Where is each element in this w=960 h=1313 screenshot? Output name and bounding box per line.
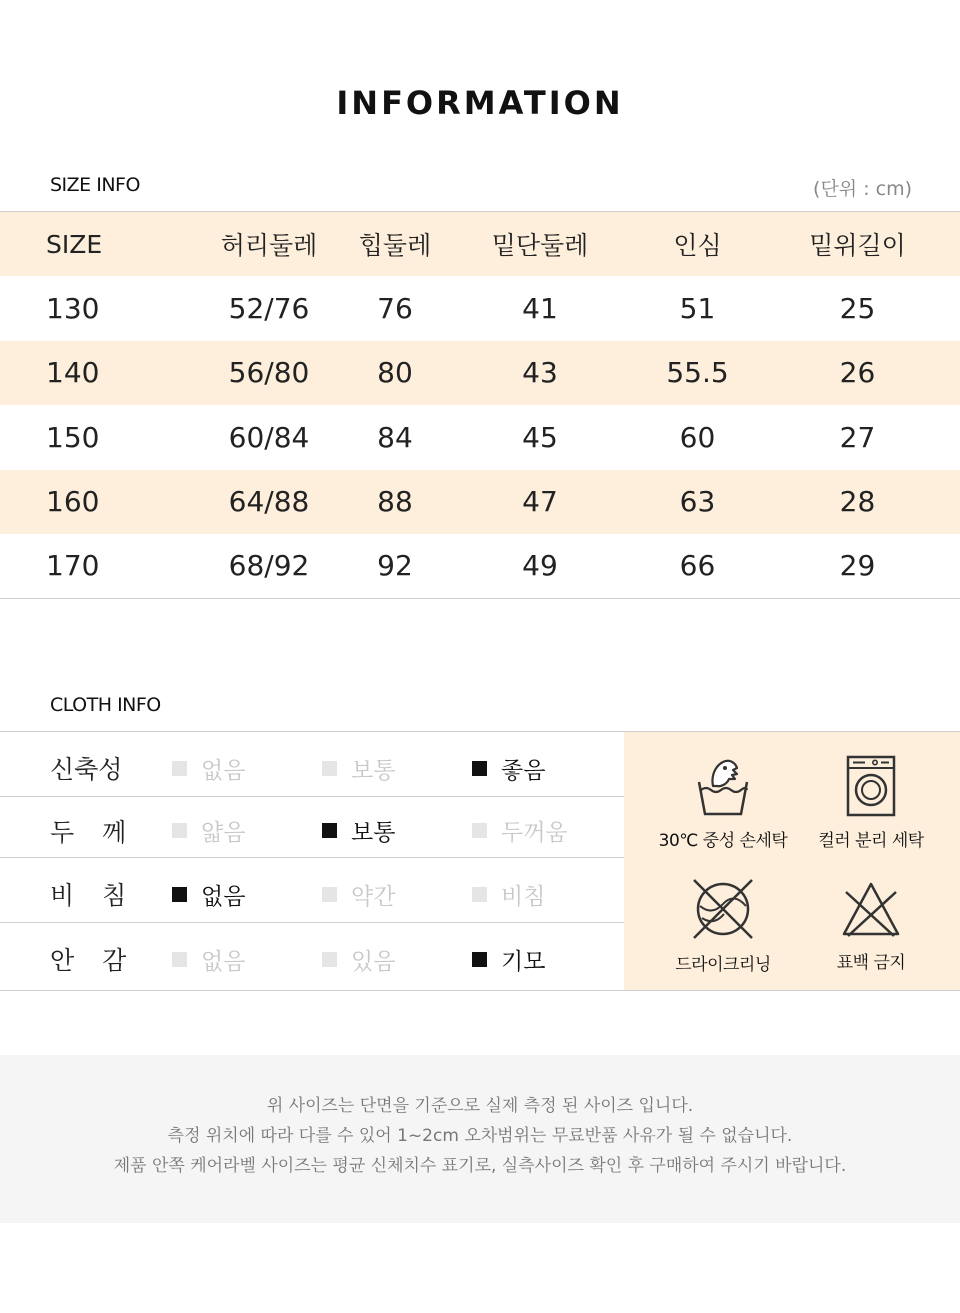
square-icon xyxy=(322,761,337,776)
table-cell: 68/92 xyxy=(228,549,310,583)
table-row xyxy=(0,470,960,535)
table-row xyxy=(0,341,960,406)
table-cell: 66 xyxy=(679,549,716,583)
table-cell: 45 xyxy=(522,420,558,454)
option-selected xyxy=(172,878,245,911)
square-icon xyxy=(472,761,487,776)
table-cell: 150 xyxy=(46,420,100,454)
hand-wash-icon xyxy=(693,756,753,818)
option-label: 기모 xyxy=(501,949,546,975)
cloth-row-stretch xyxy=(0,732,624,797)
option-label: 없음 xyxy=(201,758,246,784)
square-icon xyxy=(322,887,337,902)
cloth-info-table xyxy=(0,731,960,991)
care-label: 30℃ 중성 손세탁 xyxy=(658,831,788,851)
table-cell: 60/84 xyxy=(228,420,310,454)
page-title: INFORMATION xyxy=(336,84,624,122)
table-cell: 60 xyxy=(679,420,716,454)
option-label: 없음 xyxy=(201,949,246,975)
square-icon xyxy=(472,952,487,967)
option xyxy=(472,814,568,847)
table-cell: 92 xyxy=(377,549,413,583)
size-table-header xyxy=(0,212,960,276)
table-cell: 80 xyxy=(377,356,413,390)
care-item xyxy=(796,754,946,851)
notice-line: 위 사이즈는 단면을 기준으로 실제 측정 된 사이즈 입니다. xyxy=(266,1096,694,1116)
table-row xyxy=(0,276,960,341)
header-cell: 밑위길이 xyxy=(809,231,906,260)
table-cell: 29 xyxy=(839,549,876,583)
square-icon xyxy=(322,952,337,967)
cloth-row-thickness xyxy=(0,797,624,858)
option xyxy=(472,878,545,911)
option xyxy=(322,878,395,911)
square-icon xyxy=(172,761,187,776)
cloth-row-label: 안 감 xyxy=(50,946,137,975)
cloth-row-label: 신축성 xyxy=(50,755,123,784)
table-cell: 25 xyxy=(839,291,876,325)
table-row xyxy=(0,405,960,470)
square-icon xyxy=(472,823,487,838)
square-icon xyxy=(172,823,187,838)
table-cell: 52/76 xyxy=(228,291,310,325)
table-cell: 26 xyxy=(839,356,876,390)
table-cell: 55.5 xyxy=(666,356,729,390)
option-selected xyxy=(472,752,545,785)
table-cell: 88 xyxy=(377,485,413,519)
table-cell: 28 xyxy=(839,485,876,519)
option xyxy=(322,752,395,785)
option-label: 보통 xyxy=(351,758,396,784)
option-selected xyxy=(472,943,545,976)
notice-box xyxy=(0,1055,960,1223)
cloth-attributes xyxy=(0,732,624,989)
square-icon xyxy=(472,887,487,902)
option-label: 비침 xyxy=(501,884,546,910)
option-label: 약간 xyxy=(351,884,396,910)
header-cell: 밑단둘레 xyxy=(491,231,589,260)
table-row xyxy=(0,534,960,599)
table-cell: 49 xyxy=(522,549,558,583)
header-cell: 허리둘레 xyxy=(220,231,318,260)
option-label: 좋음 xyxy=(501,758,546,784)
cloth-info-label: CLOTH INFO xyxy=(50,694,161,716)
cloth-row-sheerness xyxy=(0,858,624,923)
cloth-row-lining xyxy=(0,923,624,989)
table-cell: 63 xyxy=(679,485,716,519)
table-cell: 47 xyxy=(522,485,558,519)
table-cell: 56/80 xyxy=(228,356,310,390)
table-cell: 64/88 xyxy=(228,485,310,519)
notice-line: 측정 위치에 따라 다를 수 있어 1~2cm 오차범위는 무료반품 사유가 될 수 없습니다. xyxy=(167,1126,793,1146)
cloth-row-label: 비 침 xyxy=(50,881,137,910)
option-label: 얇음 xyxy=(201,820,246,846)
square-icon xyxy=(172,887,187,902)
size-info-label: SIZE INFO xyxy=(50,174,140,196)
option xyxy=(172,814,245,847)
table-cell: 27 xyxy=(839,420,876,454)
option-label: 있음 xyxy=(351,949,396,975)
option-label: 없음 xyxy=(201,884,246,910)
care-item xyxy=(796,878,946,973)
care-item xyxy=(648,756,798,851)
option xyxy=(172,943,245,976)
cloth-row-label: 두 께 xyxy=(50,818,137,847)
unit-label: (단위 : cm) xyxy=(813,178,912,200)
table-cell: 51 xyxy=(679,291,716,325)
care-label: 드라이크리닝 xyxy=(675,955,771,975)
table-cell: 43 xyxy=(522,356,558,390)
table-cell: 140 xyxy=(46,356,100,390)
header-cell: 힙둘레 xyxy=(358,231,432,260)
square-icon xyxy=(172,952,187,967)
option-label: 두꺼움 xyxy=(501,820,568,846)
table-cell: 76 xyxy=(377,291,413,325)
care-label: 표백 금지 xyxy=(836,953,906,973)
no-dry-clean-icon xyxy=(688,876,758,942)
table-cell: 160 xyxy=(46,485,100,519)
washing-machine-icon xyxy=(845,754,897,818)
header-cell: 인심 xyxy=(673,231,722,260)
table-cell: 84 xyxy=(377,420,413,454)
size-table xyxy=(0,211,960,599)
care-label: 컬러 분리 세탁 xyxy=(818,831,924,851)
table-cell: 41 xyxy=(522,291,558,325)
square-icon xyxy=(322,823,337,838)
care-instructions xyxy=(624,732,960,990)
notice-line: 제품 안쪽 케어라벨 사이즈는 평균 신체치수 표기로, 실측사이즈 확인 후 구매하여 주시기 바랍니다. xyxy=(113,1156,847,1176)
table-cell: 170 xyxy=(46,549,100,583)
option-label: 보통 xyxy=(351,820,396,846)
option-selected xyxy=(322,814,395,847)
no-bleach-icon xyxy=(838,878,904,940)
table-cell: 130 xyxy=(46,291,100,325)
option xyxy=(322,943,395,976)
care-item xyxy=(648,876,798,975)
option xyxy=(172,752,245,785)
header-cell: SIZE xyxy=(46,229,103,259)
